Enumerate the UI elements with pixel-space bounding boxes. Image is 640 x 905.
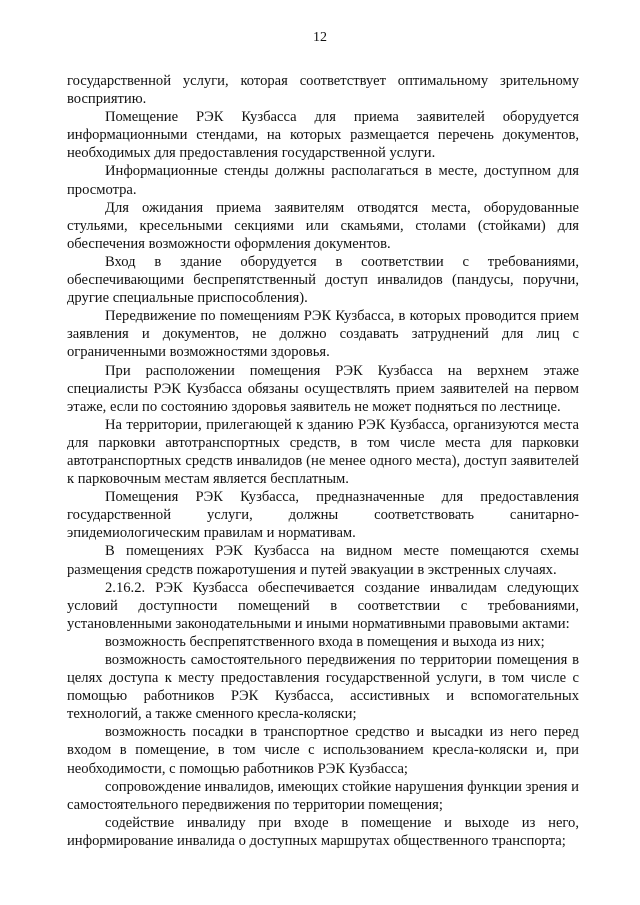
paragraph-movement-in-premises: Передвижение по помещениям РЭК Кузбасса, в которых проводится прием заявления и документов, не должно создавать затруднений для лиц с ограниченными возможностями здоровья. — [67, 308, 579, 361]
paragraph-evacuation-schemes: В помещениях РЭК Кузбасса на видном месте помещаются схемы размещения средств пожаротушения и путей эвакуации в экстренных случаях. — [67, 543, 579, 578]
list-item-vehicle-boarding: возможность посадки в транспортное средство и высадки из него перед входом в помещение, в том числе с использованием кресла-коляски и, при необходимости, с помощью работников РЭК Кузбасса; — [67, 724, 579, 777]
paragraph-continuation: государственной услуги, которая соответствует оптимальному зрительному восприятию. — [67, 73, 579, 108]
paragraph-upper-floor: При расположении помещения РЭК Кузбасса на верхнем этаже специалисты РЭК Кузбасса обязаны осуществлять прием заявителей на первом этаже, если по состоянию здоровья заявитель не может подняться по лестнице. — [67, 362, 579, 415]
paragraph-info-stands-location: Информационные стенды должны располагаться в месте, доступном для просмотра. — [67, 163, 579, 198]
paragraph-building-entrance: Вход в здание оборудуется в соответствии с требованиями, обеспечивающими беспрепятственный доступ инвалидов (пандусы, поручни, другие специальные приспособления). — [67, 253, 579, 307]
paragraph-parking: На территории, прилегающей к зданию РЭК Кузбасса, организуются места для парковки автотранспортных средств, в том числе места для парковки автотранспортных средств инвалидов (не менее одного места), доступ заявителей к парковочным местам является бесплатным. — [67, 416, 579, 488]
paragraph-info-stands-equipment: Помещение РЭК Кузбасса для приема заявителей оборудуется информационными стендами, на которых размещается перечень документов, необходимых для предоставления государственной услуги. — [67, 109, 579, 162]
list-item-independent-movement: возможность самостоятельного передвижения по территории помещения в целях доступа к месту предоставления государственной услуги, в том числе с помощью работников РЭК Кузбасса, ассистивных и вспомогательных технологий, а также сменного кресла-коляски; — [67, 652, 579, 723]
paragraph-waiting-area: Для ожидания приема заявителям отводятся места, оборудованные стульями, кресельными секциями или скамьями, столами (стойками) для обеспечения возможности оформления документов. — [67, 199, 579, 252]
document-body — [67, 72, 579, 850]
list-item-free-entrance: возможность беспрепятственного входа в помещения и выхода из них; — [105, 633, 545, 650]
page-number: 12 — [313, 30, 327, 45]
list-item-assistance-and-routes: содействие инвалиду при входе в помещение и выходе из него, информирование инвалида о доступных маршрутах общественного транспорта; — [67, 814, 579, 849]
list-item-escort: сопровождение инвалидов, имеющих стойкие нарушения функции зрения и самостоятельного передвижения по территории помещения; — [67, 778, 579, 813]
paragraph-sanitary-rules: Помещения РЭК Кузбасса, предназначенные для предоставления государственной услуги, должны соответствовать санитарно-эпидемиологическим правилам и нормативам. — [67, 489, 579, 542]
paragraph-section-2-16-2: 2.16.2. РЭК Кузбасса обеспечивается создание инвалидам следующих условий доступности помещений в соответствии с требованиями, установленными законодательными и иными нормативными правовыми актами: — [67, 579, 579, 632]
